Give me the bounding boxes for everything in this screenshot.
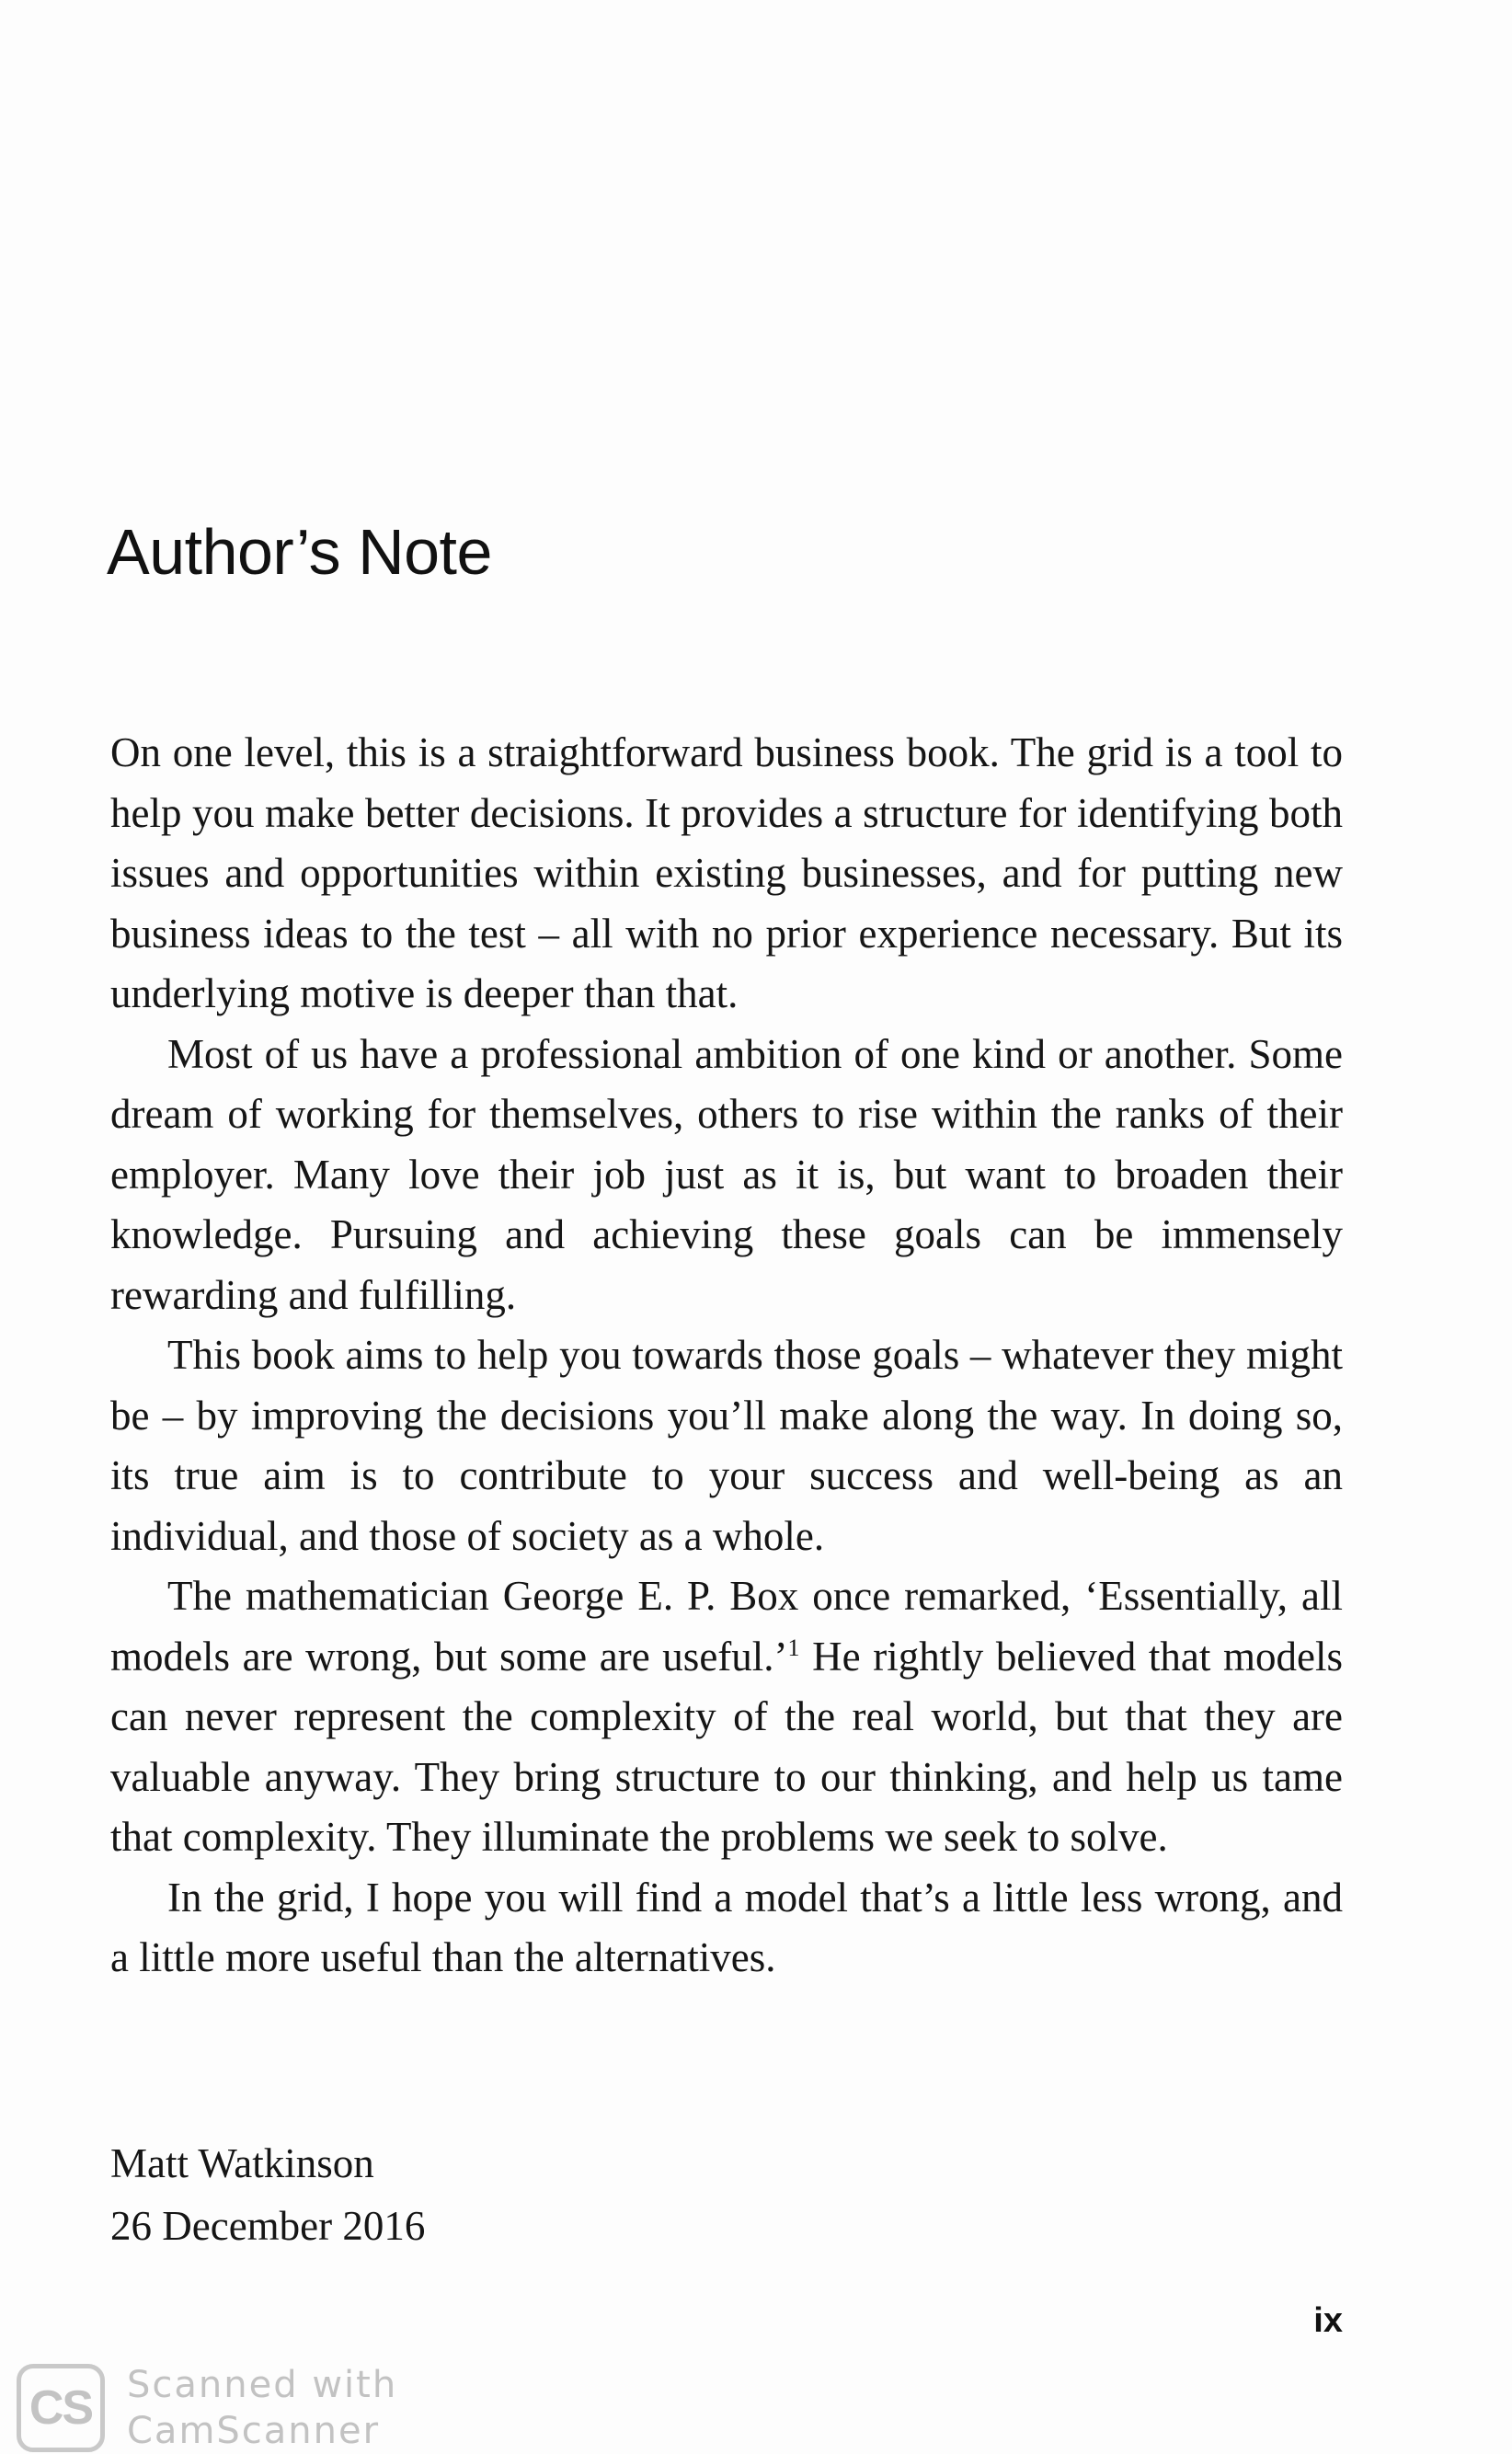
camscanner-watermark: [17, 2362, 397, 2454]
watermark-line-1: Scanned with: [127, 2364, 398, 2406]
author-name: Matt Watkinson: [110, 2140, 374, 2186]
paragraph-1: On one level, this is a straightforward business book. The grid is a tool to help you make better decisions. It provides a structure for identifying both issues and opportunities within existing businesses, and for putting new business ideas to the test – all with no prior experience necessary. But its underlying motive is deeper than that.: [110, 729, 1343, 1016]
paragraph-4: [110, 1566, 1343, 1868]
page-title: Author’s Note: [107, 516, 492, 588]
camscanner-logo-icon: CS: [17, 2364, 105, 2452]
paragraph-4-rest: He rightly believed that models can never represent the complexity of the real world, but that they are valuable anyway. They bring structure to our thinking, and help us tame that complexity. They illuminate the problems we seek to solve.: [110, 1633, 1343, 1860]
page-number: ix: [1313, 2301, 1343, 2340]
watermark-line-2: CamScanner: [127, 2410, 381, 2452]
footnote-marker: 1: [787, 1634, 800, 1661]
paragraph-3: This book aims to help you towards those goals – whatever they might be – by improving the decisions you’ll make along the way. In doing so, its true aim is to contribute to your success and well-being as an individual, and those of society as a whole.: [110, 1332, 1343, 1559]
signature-block: [110, 2132, 425, 2257]
paragraph-2: Most of us have a professional ambition of one kind or another. Some dream of working for themselves, others to rise within the ranks of their employer. Many love their job just as it is, but want to broaden their knowledge. Pursuing and achieving these goals can be immensely rewarding and fulfilling.: [110, 1030, 1343, 1318]
paragraph-5: In the grid, I hope you will find a model that’s a little less wrong, and a little more useful than the alternatives.: [110, 1874, 1343, 1980]
paragraph-4-quote: The mathematician George E. P. Box once remarked, ‘Essentially, all models are wrong, but some are useful.’: [110, 1573, 1343, 1680]
watermark-text: [127, 2362, 397, 2454]
signature-date: 26 December 2016: [110, 2203, 426, 2249]
body-text: [110, 723, 1343, 1989]
